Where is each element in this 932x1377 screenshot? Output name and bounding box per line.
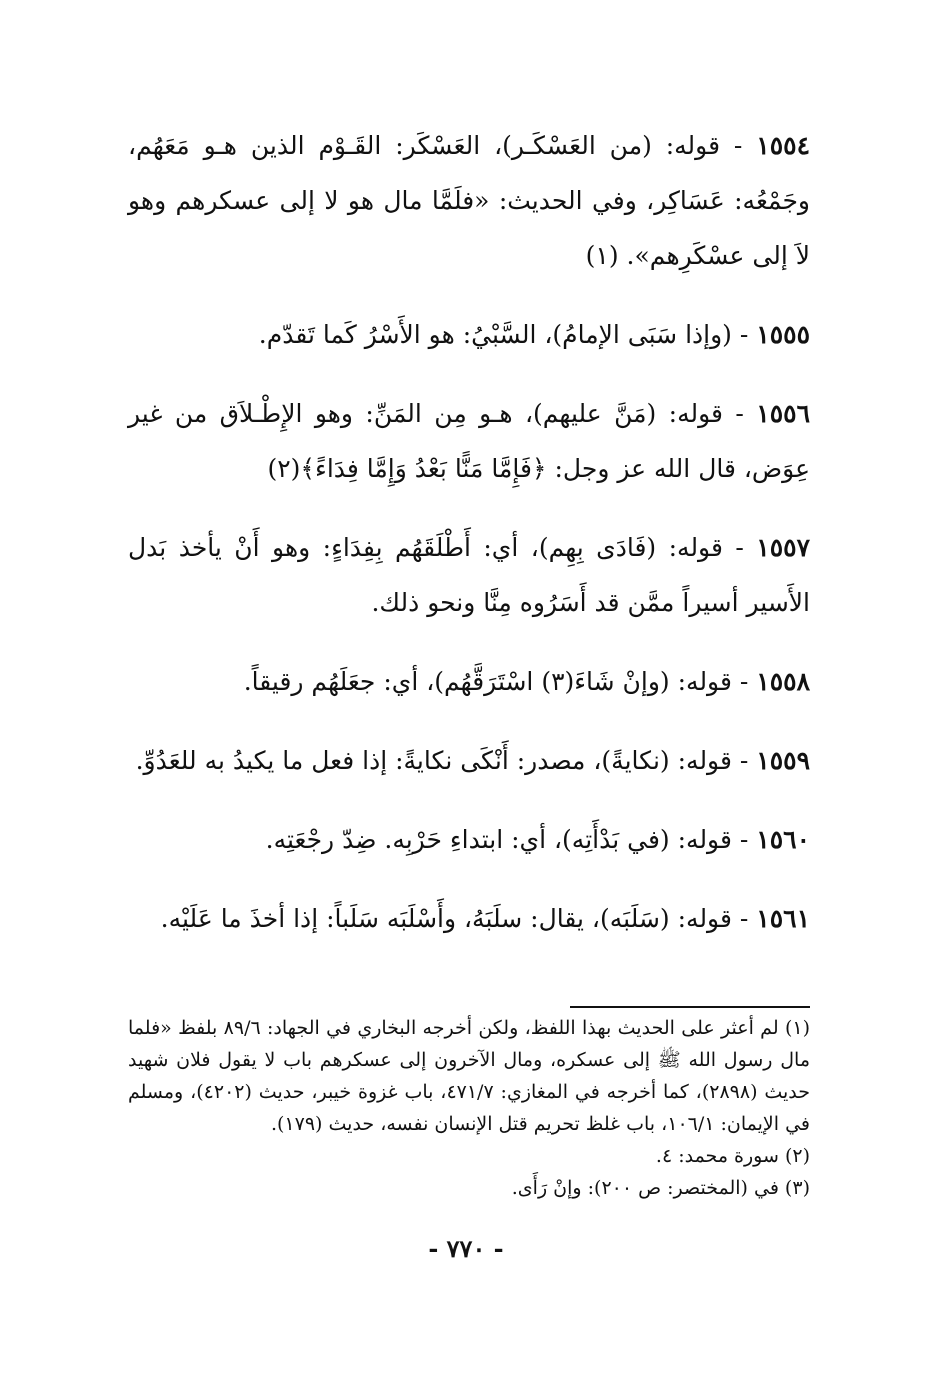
entry-number: ١٥٥٩ [756, 746, 810, 775]
entry-1560 [128, 812, 810, 867]
main-text [128, 118, 810, 970]
footnote-3: (٣) في (المختصر: ص ٢٠٠): وإنْ رَأَى. [511, 1177, 810, 1199]
entry-text: - (وإذا سَبَى الإمامُ)، السَّبْيُ: هو الأَسْرُ كَما تَقدّم. [258, 320, 749, 349]
entry-text: - قوله: (سَلَبَه)، يقال: سلَبَهُ، وأَسْلَبَه سَلَباً: إذا أخذَ ما عَلَيْه. [160, 904, 749, 933]
footnote-1: (١) لم أعثر على الحديث بهذا اللفظ، ولكن أخرجه البخاري في الجهاد: ٨٩/٦ بلفظ «فلما مال رسول الله ﷺ إلى عسكره، ومال الآخرون إلى عسكرهم باب لا يقول فلان شهيد حديث (٢٨٩٨)، كما أخرجه في المغازي: ٤٧١/٧، باب غزوة خيبر، حديث (٤٢٠٢)، ومسلم في الإيمان: ١٠٦/١، باب غلظ تحريم قتل الإنسان نفسه، حديث (١٧٩). [128, 1017, 811, 1135]
footnote-separator [570, 1006, 810, 1008]
entry-text: - قوله: (من العَسْكَـر)، العَسْكَر: القَـوْم الذين هـو مَعَهُم، وجَمْعُه: عَسَاكِر، وفي الحديث: «فلَمَّا مال هو لا إلى عسكرهم وهو لاَ إلى عسْكَرِهم». (١) [128, 131, 810, 270]
entry-1561 [128, 891, 810, 946]
entry-1559 [128, 733, 810, 788]
entry-number: ١٥٥٦ [756, 399, 810, 428]
entry-text: - قوله: (نكايةً)، مصدر: أَنْكَى نكايةً: إذا فعل ما يكيدُ به للعَدُوِّ. [135, 746, 749, 775]
entry-number: ١٥٥٤ [756, 131, 810, 160]
entry-number: ١٥٥٧ [756, 533, 810, 562]
entry-1558 [128, 654, 810, 709]
footnote-2: (٢) سورة محمد: ٤. [655, 1145, 810, 1167]
entry-number: ١٥٥٥ [756, 320, 810, 349]
footnotes [128, 1012, 810, 1204]
entry-number: ١٥٦٠ [756, 825, 810, 854]
entry-number: ١٥٥٨ [756, 667, 810, 696]
page-number: - ٧٧٠ - [428, 1234, 504, 1263]
entry-text: - قوله: (فَادَى بِهِم)، أي: أَطْلَقَهُم بِفِدَاءٍ: وهو أَنْ يأخذ بَدل الأَسير أسيراً ممَّن قد أَسَرُوه مِنَّا ونحو ذلك. [128, 533, 810, 617]
entry-number: ١٥٦١ [756, 904, 810, 933]
entry-text: - قوله: (وإنْ شَاءَ(٣) اسْتَرَقَّهُم)، أي: جعَلَهُم رقيقاً. [243, 667, 749, 696]
entry-text: - قوله: (في بَدْأَتِه)، أي: ابتداءِ حَرْبِه. ضِدّ رجْعَتِه. [265, 825, 749, 854]
entry-1557 [128, 520, 810, 630]
entry-1555 [128, 307, 810, 362]
entry-1554 [128, 118, 810, 283]
entry-text: - قوله: (مَنَّ عليهم)، هـو مِن المَنِّ: وهو الإِطْـلاَق من غير عِوَض، قال الله عز وجل: ﴿فَإِمَّا مَنًّا بَعْدُ وَإِمَّا فِدَاءً﴾(٢) [128, 399, 810, 483]
entry-1556 [128, 386, 810, 496]
